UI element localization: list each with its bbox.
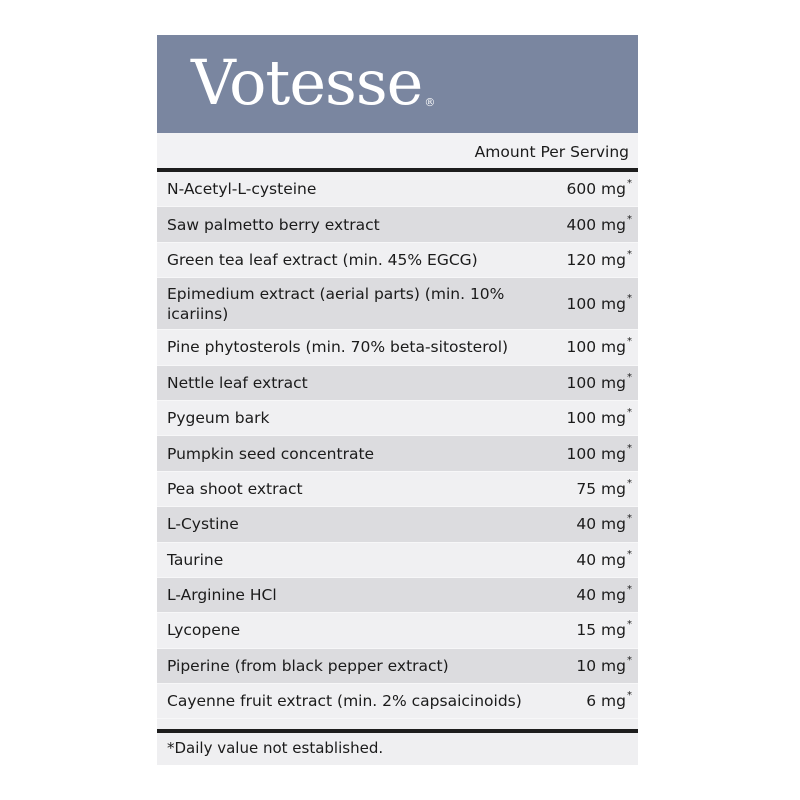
ingredient-name: Pygeum bark: [167, 409, 270, 428]
ingredient-amount: [566, 248, 632, 269]
ingredient-amount: [566, 371, 632, 392]
ingredient-name: Green tea leaf extract (min. 45% EGCG): [167, 250, 478, 269]
ingredient-name: L-Arginine HCl: [167, 586, 277, 605]
daily-value-asterisk: *: [627, 619, 632, 631]
ingredient-row: [157, 472, 638, 507]
amount-value: 75 mg: [576, 479, 626, 498]
ingredient-amount: [566, 442, 632, 463]
ingredient-amount: [567, 409, 632, 427]
amount-value: 40 mg: [576, 586, 626, 605]
daily-value-asterisk: *: [627, 248, 632, 260]
serving-header: [157, 133, 638, 168]
ingredient-amount: [576, 515, 632, 533]
amount-value: 100 mg: [566, 338, 626, 357]
daily-value-asterisk: *: [627, 292, 632, 304]
amount-value: 15 mg: [576, 621, 626, 640]
registered-mark: ®: [424, 96, 435, 109]
ingredient-row: [157, 578, 638, 613]
brand-logo: [191, 43, 434, 123]
bottom-divider: [157, 729, 638, 733]
ingredient-row: [157, 507, 638, 542]
amount-value: 100 mg: [566, 444, 626, 463]
ingredient-row: [157, 649, 638, 684]
ingredient-name: Piperine (from black pepper extract): [167, 656, 449, 675]
amount-value: 100 mg: [566, 373, 626, 392]
ingredient-row: [157, 207, 638, 242]
amount-value: 10 mg: [576, 656, 626, 675]
daily-value-asterisk: *: [627, 178, 632, 190]
supplement-facts-panel: [157, 35, 638, 765]
ingredient-name: Lycopene: [167, 621, 241, 640]
daily-value-asterisk: *: [627, 513, 632, 525]
ingredient-name: Saw palmetto berry extract: [167, 215, 380, 234]
amount-value: 400 mg: [566, 215, 626, 234]
amount-value: 40 mg: [576, 550, 626, 569]
ingredient-amount: [567, 180, 632, 198]
amount-per-serving-label: Amount Per Serving: [474, 143, 629, 161]
daily-value-asterisk: *: [627, 407, 632, 419]
ingredient-row: [157, 330, 638, 365]
ingredient-row: [157, 401, 638, 436]
ingredient-name: Pine phytosterols (min. 70% beta-sitosterol): [167, 338, 509, 357]
brand-header: [157, 35, 638, 133]
ingredient-row: [157, 243, 638, 278]
ingredient-name: Nettle leaf extract: [167, 373, 308, 392]
ingredient-row: [157, 436, 638, 471]
ingredient-name: Pea shoot extract: [167, 479, 303, 498]
daily-value-asterisk: *: [627, 442, 632, 454]
ingredient-row: [157, 172, 638, 207]
daily-value-asterisk: *: [627, 213, 632, 225]
ingredient-amount: [566, 213, 632, 234]
amount-value: 120 mg: [566, 250, 626, 269]
ingredient-amount: [576, 654, 632, 675]
amount-value: 6 mg: [586, 692, 626, 711]
daily-value-asterisk: *: [627, 371, 632, 383]
amount-value: 40 mg: [576, 515, 626, 534]
ingredient-row: [157, 366, 638, 401]
ingredient-name: L-Cystine: [167, 515, 239, 534]
daily-value-asterisk: *: [627, 654, 632, 666]
ingredient-amount: [576, 621, 632, 639]
ingredient-name: N-Acetyl-L-cysteine: [167, 180, 317, 199]
ingredient-amount: [576, 548, 632, 569]
amount-value: 100 mg: [566, 294, 626, 313]
ingredient-amount: [576, 586, 632, 604]
ingredient-amount: [576, 477, 632, 498]
ingredient-name: Pumpkin seed concentrate: [167, 444, 375, 463]
ingredient-amount: [567, 338, 632, 356]
daily-value-asterisk: *: [627, 584, 632, 596]
ingredient-name: Cayenne fruit extract (min. 2% capsaicinoids): [167, 692, 522, 711]
amount-value: 100 mg: [566, 409, 626, 428]
ingredient-row: [157, 543, 638, 578]
ingredient-row: [157, 684, 638, 719]
brand-name: Votesse: [191, 46, 423, 119]
daily-value-asterisk: *: [627, 336, 632, 348]
footnote: *Daily value not established.: [167, 739, 384, 757]
ingredient-row: [157, 613, 638, 648]
ingredient-name: Taurine: [167, 550, 224, 569]
daily-value-asterisk: *: [627, 690, 632, 702]
ingredient-name: Epimedium extract (aerial parts) (min. 10% icariins): [167, 284, 505, 323]
daily-value-asterisk: *: [627, 477, 632, 489]
amount-value: 600 mg: [566, 180, 626, 199]
daily-value-asterisk: *: [627, 548, 632, 560]
ingredient-amount: [586, 692, 632, 710]
ingredient-amount: [566, 292, 632, 313]
ingredient-list: [157, 172, 638, 719]
ingredient-row: [157, 278, 638, 330]
